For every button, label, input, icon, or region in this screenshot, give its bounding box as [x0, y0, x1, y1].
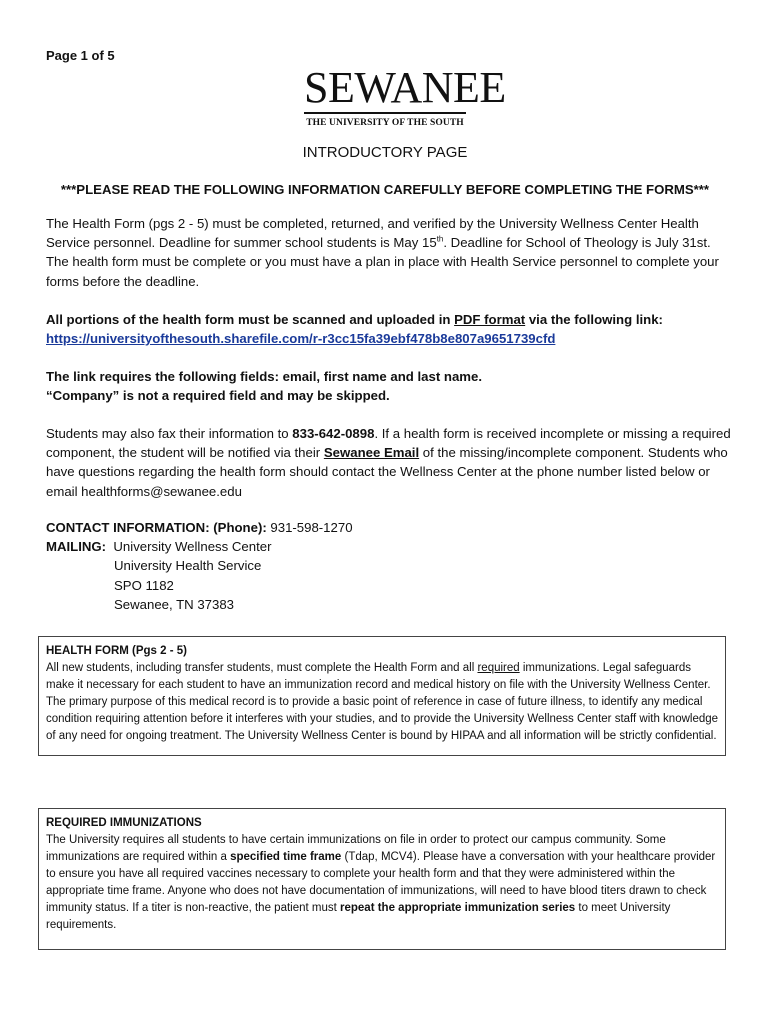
warning-heading: ***PLEASE READ THE FOLLOWING INFORMATION CAREFULLY BEFORE COMPLETING THE FORMS***	[60, 182, 710, 197]
page-number: Page 1 of 5	[46, 48, 115, 63]
contact-information	[46, 518, 353, 614]
fax-number: 833-642-0898	[292, 426, 375, 441]
health-form-text: All new students, including transfer students, must complete the Health Form and all	[46, 662, 478, 674]
contact-label: CONTACT INFORMATION: (Phone):	[46, 520, 267, 535]
health-form-box-body	[46, 660, 719, 745]
upload-text-continued: via the following link:	[525, 312, 663, 327]
fax-paragraph	[46, 424, 736, 501]
upload-text: All portions of the health form must be scanned and uploaded in	[46, 312, 455, 327]
mailing-label: MAILING:	[46, 539, 107, 555]
sewanee-email-text: Sewanee Email	[323, 445, 420, 461]
immunizations-text-end: to meet University requirements.	[46, 902, 671, 931]
ordinal-suffix: th	[436, 234, 444, 244]
upload-paragraph	[46, 310, 736, 348]
health-form-box	[38, 636, 726, 756]
link-fields-line: The link requires the following fields: email, first name and last name.	[46, 369, 483, 384]
mailing-address-line: Sewanee, TN 37383	[114, 596, 234, 612]
immunizations-box-title: REQUIRED IMMUNIZATIONS	[46, 817, 202, 829]
immunizations-box-body	[46, 832, 719, 934]
page-title: INTRODUCTORY PAGE	[302, 144, 468, 161]
sewanee-logo	[304, 63, 506, 128]
health-form-box-title: HEALTH FORM (Pgs 2 - 5)	[46, 645, 187, 657]
fax-text-end: of the missing/incomplete component. Students who have questions regarding the health form should contact the Wellness Center at the phone number listed below or email healthforms@sewanee.edu	[46, 445, 728, 499]
logo-divider	[304, 112, 466, 114]
immunizations-text-continued: (Tdap, MCV4). Please have a conversation with your healthcare provider to ensure you have all required vaccines necessary to complete your health form and that they were administered within the appropriate time frame. Anyone who does not have documentation of immunizations, will need to have blood titers drawn to check immunity status. If a titer is non-reactive, the patient must	[46, 851, 716, 914]
fax-text: Students may also fax their information to	[46, 426, 293, 441]
logo-subtitle: THE UNIVERSITY OF THE SOUTH	[306, 118, 464, 128]
fax-text-continued: . If a health form is received incomplete or missing a required component, the student will be notified via their	[46, 426, 731, 461]
deadline-text-continued: . Deadline for School of Theology is July 31st. The health form must be complete or you must have a plan in place with Health Service personnel to complete your forms before the deadline.	[46, 235, 719, 289]
immunizations-text: The University requires all students to have certain immunizations on file in order to protect our campus community. Some immunizations are required within a	[46, 834, 666, 863]
deadline-text: The Health Form (pgs 2 - 5) must be completed, returned, and verified by the University Wellness Center Health Service personnel. Deadline for summer school students is May 15	[46, 216, 699, 251]
logo-wordmark: SEWANEE	[304, 63, 506, 112]
immunizations-box	[38, 808, 726, 950]
required-text: required	[477, 662, 520, 674]
mailing-address-line: University Wellness Center	[113, 539, 272, 555]
repeat-series-text: repeat the appropriate immunization series	[340, 902, 576, 914]
link-fields-paragraph	[46, 367, 736, 405]
health-form-text-continued: immunizations. Legal safeguards make it necessary for each student to have an immunization record and medical history on file with the University Wellness Center. The primary purpose of this medical record is to provide a basic point of reference in case of future illness, to identify any medical condition requiring attention before it interferes with your studies, and to provide the University Wellness Center staff with knowledge of any need for ongoing treatment. The University Wellness Center is bound by HIPAA and all information will be strictly confidential.	[46, 662, 719, 742]
deadline-paragraph	[46, 214, 736, 291]
mailing-address-line: SPO 1182	[114, 577, 174, 593]
company-field-note: “Company” is not a required field and may be skipped.	[46, 388, 390, 404]
mailing-address-line: University Health Service	[114, 558, 262, 574]
pdf-format-text: PDF format	[454, 312, 526, 327]
sharefile-upload-link[interactable]: https://universityofthesouth.sharefile.com/r-r3cc15fa39ebf478b8e807a9651739cfd	[46, 331, 556, 347]
contact-phone: 931-598-1270	[266, 520, 353, 535]
specified-time-frame-text: specified time frame	[230, 851, 342, 863]
